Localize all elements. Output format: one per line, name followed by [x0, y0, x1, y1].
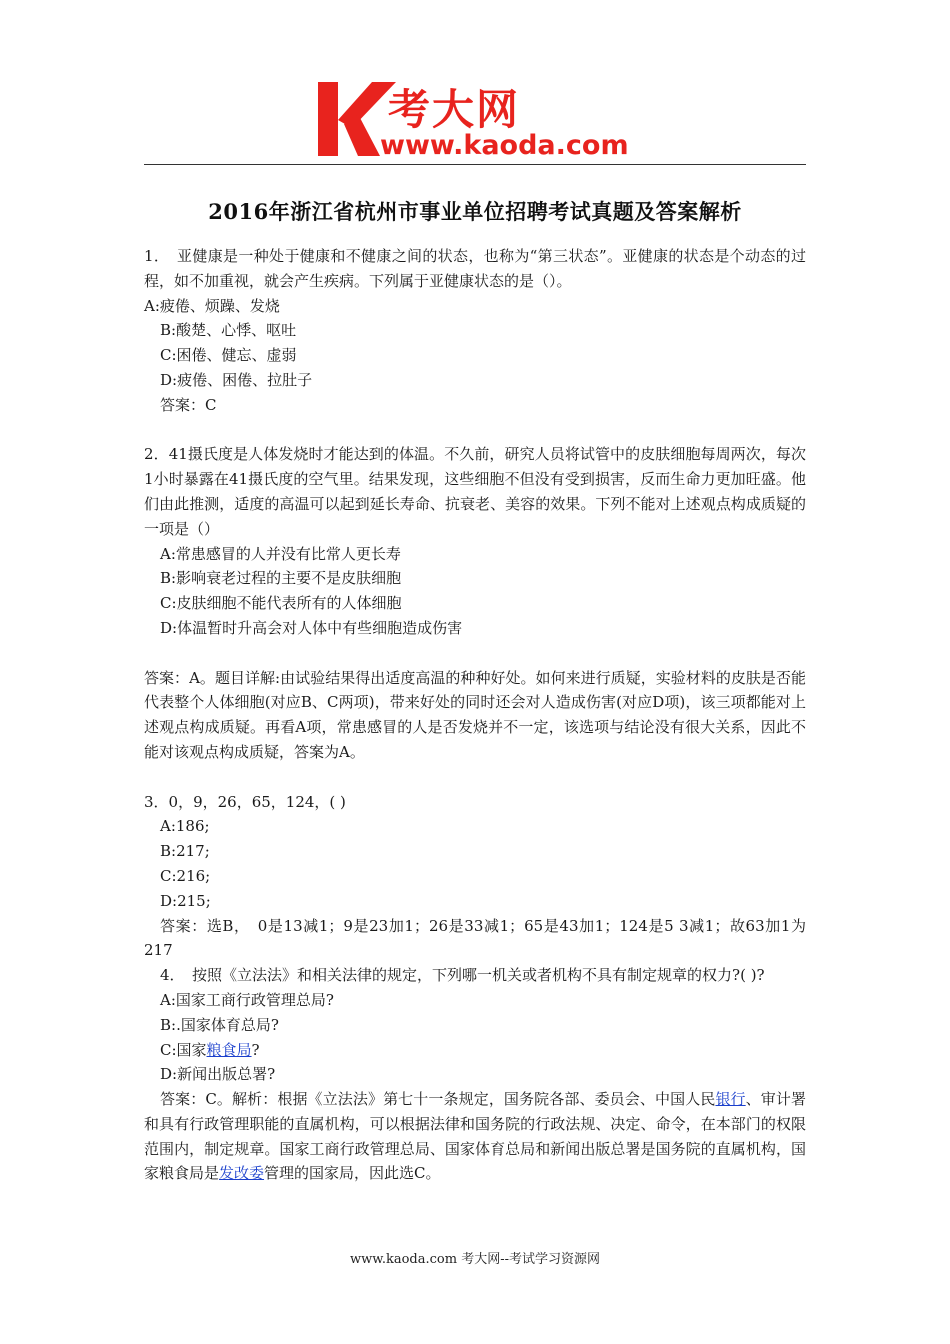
- page-title: 2016年浙江省杭州市事业单位招聘考试真题及答案解析: [208, 199, 742, 224]
- grain-bureau-link[interactable]: 粮食局: [206, 1040, 252, 1059]
- q4-answer-part2: 、审计署和具有行政管理职能的直属机构，可以根据法律和国务院的行政法规、决定、命令，在本部门的权限范围内，制定规章。国家工商行政管理总局、国家体育总局和新闻出版总署是国务院的直属机构，国家粮食局是: [144, 1090, 806, 1183]
- spacer: [144, 418, 806, 443]
- q4-option-c: [144, 1038, 806, 1063]
- q2-stem: 2．41摄氏度是人体发烧时才能达到的体温。不久前，研究人员将试管中的皮肤细胞每周两次，每次1小时暴露在41摄氏度的空气里。结果发现，这些细胞不但没有受到损害，反而生命力更加旺盛。他们由此推测，适度的高温可以起到延长寿命、抗衰老、美容的效果。下列不能对上述观点构成质疑的一项是（）: [144, 445, 806, 538]
- kaoda-logo: [318, 78, 640, 160]
- q1-option-a: A:疲倦、烦躁、发烧: [144, 296, 280, 315]
- header-divider: [144, 164, 806, 165]
- q4-option-c-suffix: ?: [251, 1040, 260, 1059]
- q1-stem: 1． 亚健康是一种处于健康和不健康之间的状态，也称为“第三状态”。亚健康的状态是个动态的过程，如不加重视，就会产生疾病。下列属于亚健康状态的是（）。: [144, 247, 806, 290]
- q4-answer-part1: 答案：C。解析：根据《立法法》第七十一条规定，国务院各部、委员会、中国人民: [160, 1090, 716, 1109]
- q3-option-d: D:215;: [160, 891, 211, 910]
- q3-option-a: A:186;: [160, 817, 210, 836]
- q2-option-d: D:体温暂时升高会对人体中有些细胞造成伤害: [160, 618, 463, 637]
- q4-answer-part3: 管理的国家局，因此选C。: [264, 1164, 441, 1183]
- q4-option-c-prefix: C:国家: [160, 1040, 207, 1059]
- q4-answer: [144, 1087, 806, 1186]
- q1-option-c: C:困倦、健忘、虚弱: [160, 346, 297, 365]
- spacer: [144, 641, 806, 666]
- q4-option-d: D:新闻出版总署?: [160, 1065, 276, 1084]
- q4-option-b: B:.国家体育总局?: [160, 1015, 279, 1034]
- q2-option-a: A:常患感冒的人并没有比常人更长寿: [160, 544, 401, 563]
- logo-brand-text: 考大网: [388, 85, 521, 134]
- q4-stem: 4． 按照《立法法》和相关法律的规定，下列哪一机关或者机构不具有制定规章的权力?( )?: [160, 966, 765, 985]
- ndrc-link[interactable]: 发改委: [219, 1164, 265, 1183]
- q3-option-b: B:217;: [160, 842, 210, 861]
- logo-url-text: www.kaoda.com: [380, 130, 629, 160]
- spacer: [144, 765, 806, 790]
- q1-option-d: D:疲倦、困倦、拉肚子: [160, 370, 313, 389]
- q2-answer: 答案：A。题目详解:由试验结果得出适度高温的种种好处。如何来进行质疑，实验材料的皮肤是否能代表整个人体细胞(对应B、C两项)，带来好处的同时还会对人造成伤害(对应D项)，该三项都能对上述观点构成质疑。再看A项，常患感冒的人是否发烧并不一定，该选项与结论没有很大关系，因此不能对该观点构成质疑，答案为A。: [144, 668, 806, 761]
- q3-stem: 3．0，9，26，65，124，( ): [144, 792, 346, 811]
- bank-link[interactable]: 银行: [715, 1090, 746, 1109]
- document-body: [144, 244, 806, 1186]
- q3-answer: 答案：选B， 0是13减1；9是23加1；26是33减1；65是43加1；124是5 3减1；故63加1为217: [144, 916, 806, 960]
- q3-option-c: C:216;: [160, 866, 211, 885]
- q4-option-a: A:国家工商行政管理总局?: [160, 990, 334, 1009]
- q2-option-c: C:皮肤细胞不能代表所有的人体细胞: [160, 594, 402, 613]
- q1-option-b: B:酸楚、心悸、呕吐: [160, 321, 297, 340]
- q2-option-b: B:影响衰老过程的主要不是皮肤细胞: [160, 569, 402, 588]
- q1-answer: 答案：C: [160, 395, 217, 414]
- page-footer: www.kaoda.com 考大网--考试学习资源网: [350, 1252, 600, 1267]
